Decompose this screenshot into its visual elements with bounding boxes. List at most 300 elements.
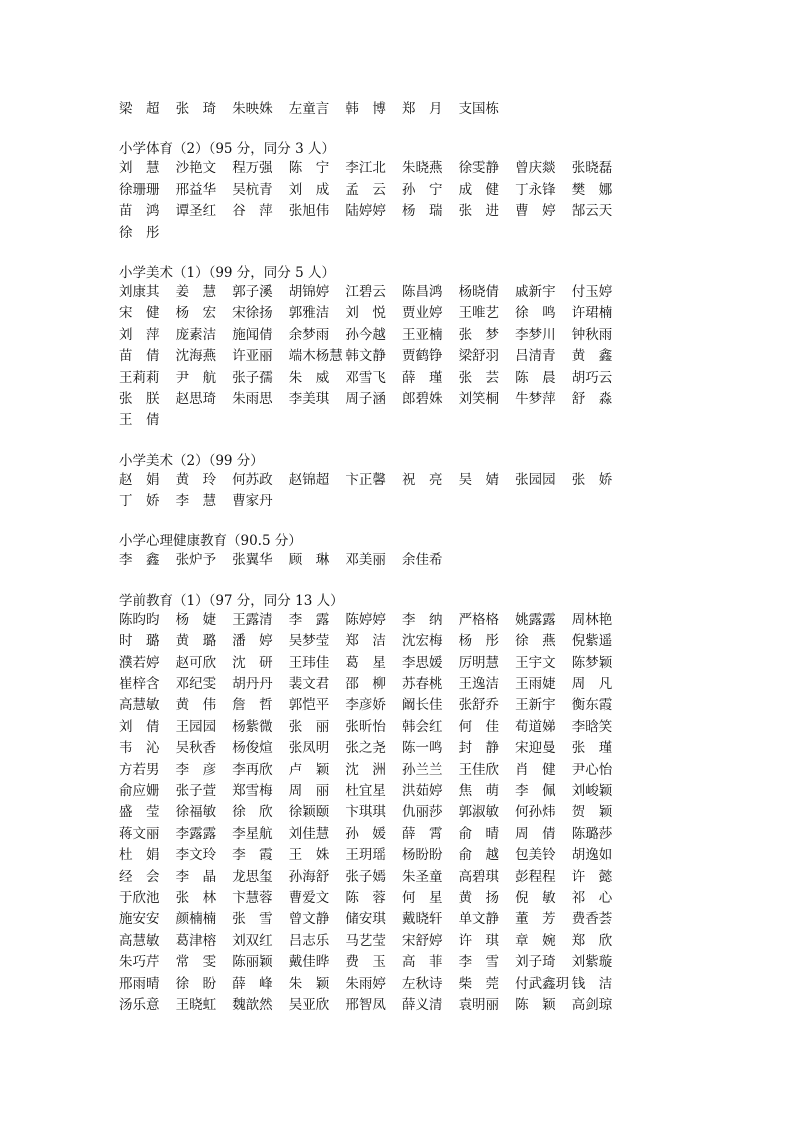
person-name: 祝 亮 xyxy=(401,471,443,488)
person-name: 许 琪 xyxy=(458,932,500,949)
person-name: 倪紫遥 xyxy=(571,633,613,650)
person-name: 左秋诗 xyxy=(401,975,443,992)
name-row xyxy=(119,974,679,995)
name-row xyxy=(119,201,679,222)
person-name: 李 霞 xyxy=(232,847,273,864)
name-row xyxy=(119,781,679,802)
name-row xyxy=(119,223,679,244)
person-name: 何苏政 xyxy=(232,471,273,488)
person-name: 朱巧芹 xyxy=(119,954,160,971)
person-name: 崔梓含 xyxy=(119,676,160,693)
person-name: 吴秋香 xyxy=(175,740,217,757)
person-name: 李再欣 xyxy=(232,761,273,778)
name-row xyxy=(119,738,679,759)
name-row xyxy=(119,717,679,738)
person-name: 朱雨思 xyxy=(232,390,273,407)
person-name: 梁 超 xyxy=(119,101,160,117)
person-name: 顾 琳 xyxy=(288,552,330,569)
person-name: 章 婉 xyxy=(515,932,556,949)
person-name: 程万强 xyxy=(232,160,273,177)
subject-section xyxy=(119,140,679,244)
person-name: 许 懿 xyxy=(571,868,613,885)
person-name: 詹 哲 xyxy=(232,697,273,714)
person-name: 俞 越 xyxy=(458,847,500,864)
person-name: 郭雅洁 xyxy=(288,305,330,322)
name-row xyxy=(119,653,679,674)
person-name: 龙思玺 xyxy=(232,868,273,885)
person-name: 王亚楠 xyxy=(401,326,443,343)
person-name: 严格格 xyxy=(458,611,500,628)
person-name: 徐珊珊 xyxy=(119,181,160,198)
person-name: 衡东霞 xyxy=(571,697,613,714)
name-row xyxy=(119,631,679,652)
person-name: 沈 研 xyxy=(232,654,273,671)
person-name: 王玥瑶 xyxy=(345,847,386,864)
person-name: 姚露露 xyxy=(515,611,556,628)
person-name: 沈海燕 xyxy=(175,348,217,365)
section-heading: 小学心理健康教育（90.5 分） xyxy=(119,533,302,550)
person-name: 付武鑫玥 xyxy=(515,975,570,992)
person-name: 张 梦 xyxy=(458,326,500,343)
section-heading: 小学美术（2）（99 分） xyxy=(119,452,264,469)
name-row xyxy=(119,470,679,491)
person-name: 何 佳 xyxy=(458,718,500,735)
person-name: 高 菲 xyxy=(401,954,443,971)
person-name: 刘子琦 xyxy=(515,954,556,971)
person-name: 黄 鑫 xyxy=(571,348,613,365)
person-name: 周 丽 xyxy=(288,782,330,799)
person-name: 胡锦婷 xyxy=(288,283,330,300)
person-name: 葛津榕 xyxy=(175,932,217,949)
name-row xyxy=(119,952,679,973)
person-name: 张舒乔 xyxy=(458,697,500,714)
person-name: 尹心怡 xyxy=(571,761,613,778)
person-name: 苏春桃 xyxy=(401,676,443,693)
subject-section xyxy=(119,532,679,571)
person-name: 陈璐莎 xyxy=(571,825,613,842)
person-name: 李美琪 xyxy=(288,390,330,407)
person-name: 刘 成 xyxy=(288,181,330,198)
person-name: 邓纪雯 xyxy=(175,676,217,693)
person-name: 邵 柳 xyxy=(345,676,386,693)
person-name: 余佳希 xyxy=(401,552,443,569)
subject-section xyxy=(119,264,679,432)
person-name: 端木杨慧 xyxy=(288,348,343,365)
person-name: 单文静 xyxy=(458,911,500,928)
name-row xyxy=(119,674,679,695)
person-name: 俞 晴 xyxy=(458,825,500,842)
person-name: 陈昀昀 xyxy=(119,611,160,628)
name-row xyxy=(119,325,679,346)
person-name: 曹 婷 xyxy=(515,203,556,220)
person-name: 阚长佳 xyxy=(401,697,443,714)
person-name: 施安安 xyxy=(119,911,160,928)
person-name: 王园园 xyxy=(175,718,217,735)
person-name: 宋迎曼 xyxy=(515,740,556,757)
person-name: 刘双红 xyxy=(232,932,273,949)
name-row xyxy=(119,99,679,120)
person-name: 刘 萍 xyxy=(119,326,160,343)
person-name: 费香荟 xyxy=(571,911,613,928)
person-name: 朱映姝 xyxy=(232,101,273,117)
document-body xyxy=(119,99,679,1036)
person-name: 邢雨晴 xyxy=(119,975,160,992)
person-name: 陈婷婷 xyxy=(345,611,386,628)
person-name: 徐 鸣 xyxy=(515,305,556,322)
person-name: 薛义清 xyxy=(401,996,443,1013)
person-name: 邓美丽 xyxy=(345,552,386,569)
person-name: 黄 玲 xyxy=(175,471,217,488)
person-name: 张子萱 xyxy=(175,782,217,799)
person-name: 郭淑敏 xyxy=(458,804,500,821)
person-name: 沙艳文 xyxy=(175,160,217,177)
person-name: 张炉予 xyxy=(175,552,217,569)
person-name: 吴梦莹 xyxy=(288,633,330,650)
person-name: 尹 航 xyxy=(175,369,217,386)
person-name: 韩 博 xyxy=(345,101,386,117)
person-name: 张 丽 xyxy=(288,718,330,735)
person-name: 陈 宁 xyxy=(288,160,330,177)
person-name: 刘康其 xyxy=(119,283,160,300)
person-name: 徐 欣 xyxy=(232,804,273,821)
person-name: 徐颖颐 xyxy=(288,804,330,821)
person-name: 吕清青 xyxy=(515,348,556,365)
person-name: 邢智凤 xyxy=(345,996,386,1013)
person-name: 李星航 xyxy=(232,825,273,842)
person-name: 祁 心 xyxy=(571,889,613,906)
person-name: 汤乐意 xyxy=(119,996,160,1013)
person-name: 钟秋雨 xyxy=(571,326,613,343)
person-name: 封 静 xyxy=(458,740,500,757)
subject-section xyxy=(119,452,679,513)
person-name: 曾文静 xyxy=(288,911,330,928)
person-name: 梁舒羽 xyxy=(458,348,500,365)
person-name: 张之尧 xyxy=(345,740,386,757)
section-heading: 小学体育（2）（95 分，同分 3 人） xyxy=(119,141,335,158)
person-name: 孙今越 xyxy=(345,326,386,343)
person-name: 刘 慧 xyxy=(119,160,160,177)
name-row xyxy=(119,303,679,324)
person-name: 郭恺平 xyxy=(288,697,330,714)
person-name: 沈宏梅 xyxy=(401,633,443,650)
person-name: 袁明丽 xyxy=(458,996,500,1013)
person-name: 邓雪飞 xyxy=(345,369,386,386)
person-name: 陈丽颖 xyxy=(232,954,273,971)
person-name: 仇丽莎 xyxy=(401,804,443,821)
name-list xyxy=(119,99,679,120)
person-name: 许亚丽 xyxy=(232,348,273,365)
person-name: 孙海舒 xyxy=(288,868,330,885)
person-name: 贾鹤铮 xyxy=(401,348,443,365)
person-name: 彭程程 xyxy=(515,868,556,885)
person-name: 李 雪 xyxy=(458,954,500,971)
person-name: 刘紫璇 xyxy=(571,954,613,971)
person-name: 朱 威 xyxy=(288,369,330,386)
person-name: 李 佩 xyxy=(515,782,556,799)
name-row xyxy=(119,410,679,431)
person-name: 刘佳慧 xyxy=(288,825,330,842)
person-name: 吴亚欣 xyxy=(288,996,330,1013)
person-name: 卞正馨 xyxy=(345,471,386,488)
person-name: 贺 颖 xyxy=(571,804,613,821)
person-name: 周 凡 xyxy=(571,676,613,693)
person-name: 蒋文丽 xyxy=(119,825,160,842)
person-name: 庞素洁 xyxy=(175,326,217,343)
top-names-block xyxy=(119,99,679,120)
person-name: 朱雨婷 xyxy=(345,975,386,992)
person-name: 左童言 xyxy=(288,101,330,117)
section-heading: 学前教育（1）（97 分，同分 13 人） xyxy=(119,592,344,609)
person-name: 李文玲 xyxy=(175,847,217,864)
person-name: 张 娇 xyxy=(571,471,613,488)
person-name: 王宇文 xyxy=(515,654,556,671)
person-name: 李 露 xyxy=(288,611,330,628)
person-name: 张 琦 xyxy=(175,101,217,117)
person-name: 杨 瑞 xyxy=(401,203,443,220)
person-name: 张 林 xyxy=(175,889,217,906)
person-name: 谷 萍 xyxy=(232,203,273,220)
person-name: 柴 莞 xyxy=(458,975,500,992)
person-name: 宋徐扬 xyxy=(232,305,273,322)
person-name: 李江北 xyxy=(345,160,386,177)
name-row xyxy=(119,610,679,631)
person-name: 储安琪 xyxy=(345,911,386,928)
person-name: 成 健 xyxy=(458,181,500,198)
name-list xyxy=(119,158,679,244)
person-name: 刘 悦 xyxy=(345,305,386,322)
person-name: 吕志乐 xyxy=(288,932,330,949)
person-name: 谭圣红 xyxy=(175,203,217,220)
person-name: 刘笑桐 xyxy=(458,390,500,407)
person-name: 陈一鸣 xyxy=(401,740,443,757)
person-name: 陈 晨 xyxy=(515,369,556,386)
person-name: 赵可欣 xyxy=(175,654,217,671)
person-name: 陈梦颖 xyxy=(571,654,613,671)
person-name: 肖 健 xyxy=(515,761,556,778)
person-name: 杜 娟 xyxy=(119,847,160,864)
name-row xyxy=(119,909,679,930)
person-name: 张 朕 xyxy=(119,390,160,407)
person-name: 费 玉 xyxy=(345,954,386,971)
person-name: 潘 婷 xyxy=(232,633,273,650)
person-name: 徐 盼 xyxy=(175,975,217,992)
section-heading: 小学美术（1）（99 分，同分 5 人） xyxy=(119,264,335,281)
name-row xyxy=(119,282,679,303)
person-name: 洪茹婷 xyxy=(401,782,443,799)
person-name: 于欣池 xyxy=(119,889,160,906)
person-name: 李 彦 xyxy=(175,761,217,778)
person-name: 胡逸如 xyxy=(571,847,613,864)
person-name: 王玮佳 xyxy=(288,654,330,671)
person-name: 赵思琦 xyxy=(175,390,217,407)
name-row xyxy=(119,931,679,952)
name-row xyxy=(119,158,679,179)
person-name: 刘峻颖 xyxy=(571,782,613,799)
person-name: 王莉莉 xyxy=(119,369,160,386)
person-name: 黄 璐 xyxy=(175,633,217,650)
person-name: 马艺莹 xyxy=(345,932,386,949)
person-name: 李晗笑 xyxy=(571,718,613,735)
person-name: 卢 颖 xyxy=(288,761,330,778)
person-name: 郜云天 xyxy=(571,203,613,220)
person-name: 王 姝 xyxy=(288,847,330,864)
person-name: 张 雪 xyxy=(232,911,273,928)
person-name: 葛 星 xyxy=(345,654,386,671)
person-name: 许珺楠 xyxy=(571,305,613,322)
person-name: 徐 彤 xyxy=(119,224,160,241)
person-name: 胡丹丹 xyxy=(232,676,273,693)
subject-section xyxy=(119,592,679,1016)
person-name: 吴 婧 xyxy=(458,471,500,488)
person-name: 朱 颖 xyxy=(288,975,330,992)
person-name: 杨 彤 xyxy=(458,633,500,650)
person-name: 钱 洁 xyxy=(571,975,613,992)
name-row xyxy=(119,995,679,1016)
person-name: 徐雯静 xyxy=(458,160,500,177)
person-name: 卞琪琪 xyxy=(345,804,386,821)
person-name: 孙兰兰 xyxy=(401,761,443,778)
person-name: 苗 鸿 xyxy=(119,203,160,220)
person-name: 李思媛 xyxy=(401,654,443,671)
person-name: 高慧敏 xyxy=(119,932,160,949)
person-name: 魏歆然 xyxy=(232,996,273,1013)
person-name: 邢益华 xyxy=(175,181,217,198)
person-name: 盛 莹 xyxy=(119,804,160,821)
person-name: 厉明慧 xyxy=(458,654,500,671)
name-row xyxy=(119,491,679,512)
name-row xyxy=(119,802,679,823)
person-name: 焦 萌 xyxy=(458,782,500,799)
person-name: 黄 伟 xyxy=(175,697,217,714)
person-name: 朱晓燕 xyxy=(401,160,443,177)
person-name: 宋 健 xyxy=(119,305,160,322)
person-name: 李 慧 xyxy=(175,493,217,510)
person-name: 杜宜星 xyxy=(345,782,386,799)
person-name: 孙 宁 xyxy=(401,181,443,198)
person-name: 张子嫣 xyxy=(345,868,386,885)
name-row xyxy=(119,845,679,866)
person-name: 丁 娇 xyxy=(119,493,160,510)
person-name: 江碧云 xyxy=(345,283,386,300)
person-name: 张 瑾 xyxy=(571,740,613,757)
person-name: 孟 云 xyxy=(345,181,386,198)
person-name: 方若男 xyxy=(119,761,160,778)
name-row xyxy=(119,368,679,389)
person-name: 常 雯 xyxy=(175,954,217,971)
person-name: 张园园 xyxy=(515,471,556,488)
person-name: 郎碧姝 xyxy=(401,390,443,407)
person-name: 王晓虹 xyxy=(175,996,217,1013)
person-name: 韩文静 xyxy=(345,348,386,365)
person-name: 张晓磊 xyxy=(571,160,613,177)
name-list xyxy=(119,610,679,1016)
person-name: 胡巧云 xyxy=(571,369,613,386)
person-name: 王雨婕 xyxy=(515,676,556,693)
person-name: 包美铃 xyxy=(515,847,556,864)
name-row xyxy=(119,888,679,909)
sections-container xyxy=(119,140,679,1016)
person-name: 周 倩 xyxy=(515,825,556,842)
person-name: 周子涵 xyxy=(345,390,386,407)
person-name: 濮若婷 xyxy=(119,654,160,671)
person-name: 樊 娜 xyxy=(571,181,613,198)
person-name: 李梦川 xyxy=(515,326,556,343)
person-name: 戴晓轩 xyxy=(401,911,443,928)
person-name: 姜 慧 xyxy=(175,283,217,300)
person-name: 苗 倩 xyxy=(119,348,160,365)
person-name: 王新宇 xyxy=(515,697,556,714)
person-name: 董 芳 xyxy=(515,911,556,928)
person-name: 郑 欣 xyxy=(571,932,613,949)
person-name: 张凤明 xyxy=(288,740,330,757)
person-name: 张 进 xyxy=(458,203,500,220)
person-name: 薛 峰 xyxy=(232,975,273,992)
person-name: 张 芸 xyxy=(458,369,500,386)
person-name: 李 鑫 xyxy=(119,552,160,569)
person-name: 王 倩 xyxy=(119,412,160,429)
person-name: 曹爱文 xyxy=(288,889,330,906)
person-name: 张昕怡 xyxy=(345,718,386,735)
person-name: 曾庆燚 xyxy=(515,160,556,177)
person-name: 郑 月 xyxy=(401,101,443,117)
person-name: 孙 媛 xyxy=(345,825,386,842)
person-name: 王露清 xyxy=(232,611,273,628)
person-name: 王唯艺 xyxy=(458,305,500,322)
person-name: 王佳欣 xyxy=(458,761,500,778)
name-row xyxy=(119,867,679,888)
person-name: 何 星 xyxy=(401,889,443,906)
person-name: 高慧敏 xyxy=(119,697,160,714)
person-name: 郑 洁 xyxy=(345,633,386,650)
person-name: 刘 倩 xyxy=(119,718,160,735)
person-name: 经 会 xyxy=(119,868,160,885)
name-row xyxy=(119,550,679,571)
person-name: 李彦娇 xyxy=(345,697,386,714)
person-name: 杨晓倩 xyxy=(458,283,500,300)
name-list xyxy=(119,282,679,432)
person-name: 戚新宇 xyxy=(515,283,556,300)
person-name: 陈昌鸿 xyxy=(401,283,443,300)
person-name: 薛 霄 xyxy=(401,825,443,842)
person-name: 曹家丹 xyxy=(232,493,273,510)
person-name: 杨俊煊 xyxy=(232,740,273,757)
person-name: 荀道娣 xyxy=(515,718,556,735)
person-name: 陈 颖 xyxy=(515,996,556,1013)
person-name: 杨 婕 xyxy=(175,611,217,628)
person-name: 丁永锋 xyxy=(515,181,556,198)
person-name: 舒 淼 xyxy=(571,390,613,407)
person-name: 倪 敏 xyxy=(515,889,556,906)
person-name: 沈 洲 xyxy=(345,761,386,778)
person-name: 卞慧蓉 xyxy=(232,889,273,906)
person-name: 黄 扬 xyxy=(458,889,500,906)
person-name: 徐 燕 xyxy=(515,633,556,650)
person-name: 张旭伟 xyxy=(288,203,330,220)
name-row xyxy=(119,695,679,716)
person-name: 李露露 xyxy=(175,825,217,842)
person-name: 李 纳 xyxy=(401,611,443,628)
person-name: 朱圣童 xyxy=(401,868,443,885)
name-row xyxy=(119,760,679,781)
person-name: 王逸洁 xyxy=(458,676,500,693)
person-name: 郭子溪 xyxy=(232,283,273,300)
name-row xyxy=(119,824,679,845)
name-row xyxy=(119,180,679,201)
person-name: 何孙炜 xyxy=(515,804,556,821)
name-row xyxy=(119,389,679,410)
person-name: 郑雪梅 xyxy=(232,782,273,799)
name-list xyxy=(119,470,679,513)
